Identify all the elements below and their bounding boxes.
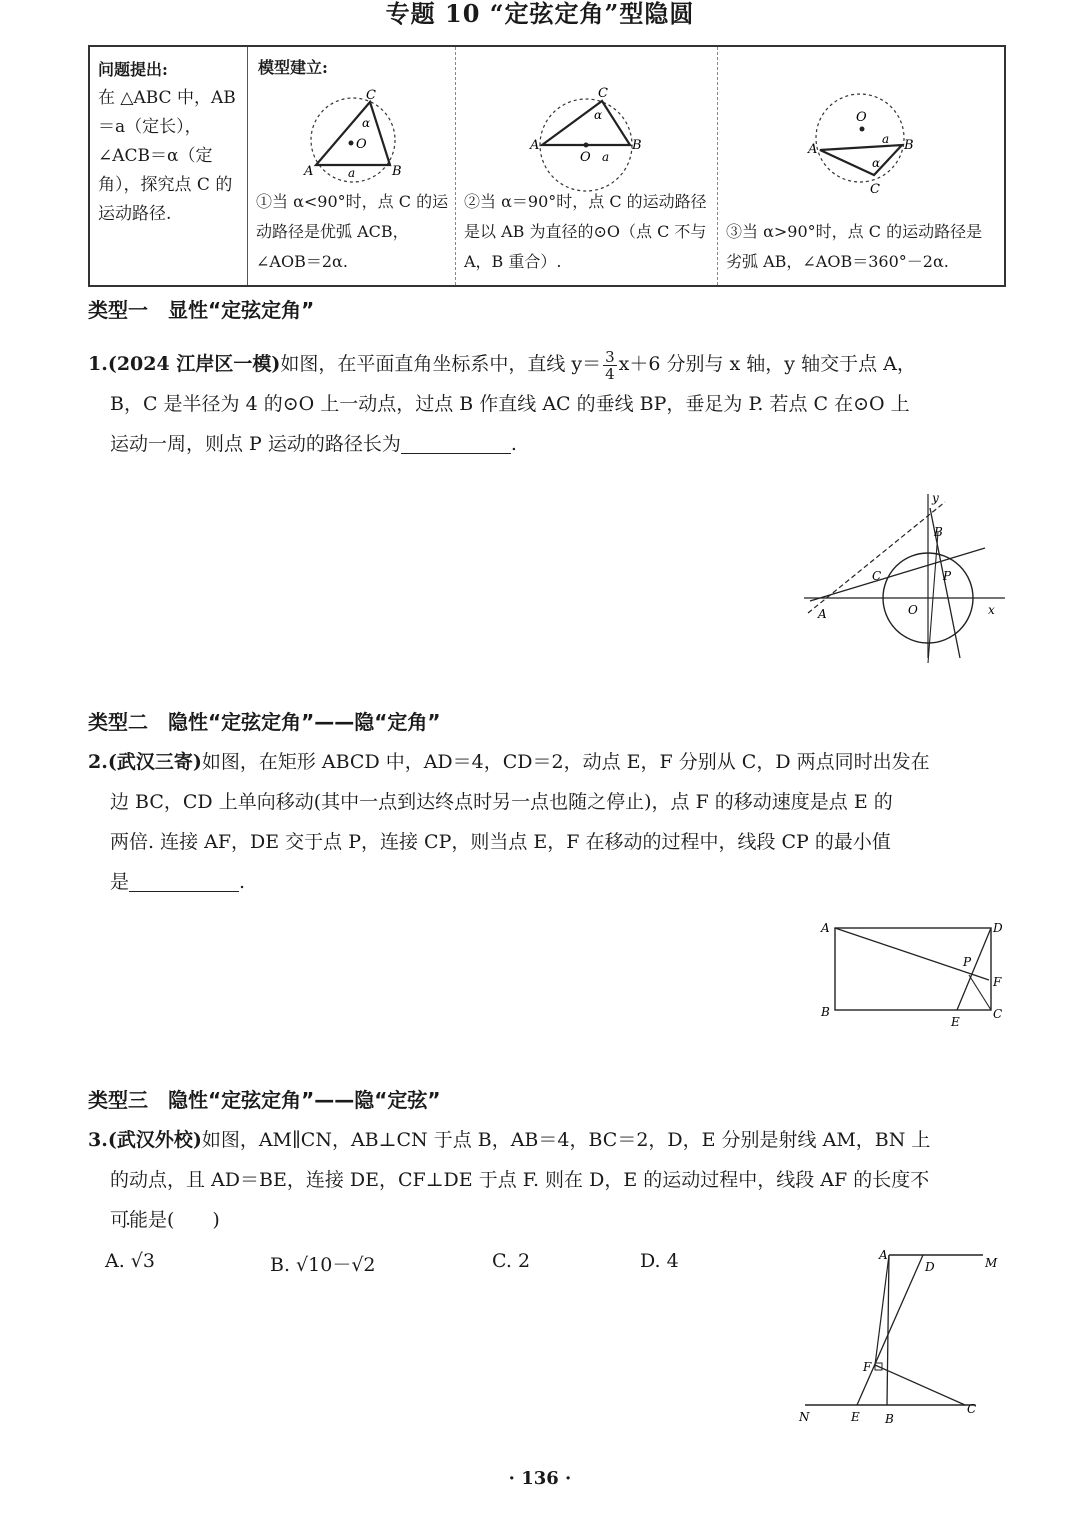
problem-1-line3: 运动一周，则点 P 运动的路径长为 bbox=[110, 433, 401, 455]
line-de bbox=[957, 928, 991, 1010]
svg-text:F: F bbox=[993, 975, 1002, 989]
question-label: 问题提出: bbox=[98, 60, 168, 79]
option-a[interactable]: A. √3 bbox=[105, 1250, 155, 1272]
svg-text:C: C bbox=[598, 86, 608, 101]
svg-text:a: a bbox=[348, 166, 356, 180]
intro-table bbox=[88, 45, 1006, 287]
problem-2-figure bbox=[815, 918, 1010, 1033]
case2-figure bbox=[528, 85, 648, 195]
case3-center-dot bbox=[860, 127, 865, 132]
emphasis-bu: 不 · bbox=[910, 1169, 929, 1191]
svg-text:y: y bbox=[932, 491, 939, 505]
case2-text: ②当 α＝90°时，点 C 的运动路径是以 AB 为直径的⊙O（点 C 不与 A，B 重合）. bbox=[464, 192, 707, 271]
segment-cf bbox=[875, 1365, 965, 1405]
problem-3-line1: 如图，AM∥CN，AB⊥CN 于点 B，AB＝4，BC＝2，D，E 分别是射线 AM，BN 上 bbox=[201, 1129, 931, 1151]
case1-triangle bbox=[316, 102, 390, 165]
svg-text:B: B bbox=[632, 138, 642, 153]
svg-text:B: B bbox=[392, 164, 402, 179]
svg-text:B: B bbox=[821, 1005, 830, 1019]
problem-1-text-a: 如图，在平面直角坐标系中，直线 y＝ bbox=[280, 353, 602, 375]
option-d[interactable]: D. 4 bbox=[640, 1250, 679, 1272]
svg-text:C: C bbox=[872, 569, 882, 583]
question-cell bbox=[90, 47, 248, 285]
case1-center-dot bbox=[349, 141, 354, 146]
page-title: 专题 10 “定弦定角”型隐圆 bbox=[385, 0, 695, 28]
problem-3-number: 3. bbox=[88, 1129, 108, 1151]
svg-text:C: C bbox=[967, 1402, 977, 1416]
problem-2-line3: 两倍. 连接 AF，DE 交于点 P，连接 CP，则当点 E，F 在移动的过程中，线段 CP 的最小值 bbox=[110, 831, 891, 853]
problem-3-figure bbox=[795, 1245, 1010, 1430]
svg-text:D: D bbox=[925, 1260, 935, 1274]
option-b[interactable]: B. √10－√2 bbox=[270, 1254, 376, 1276]
case3-figure bbox=[802, 83, 922, 193]
fraction-denominator: 4 bbox=[605, 364, 615, 383]
model-label: 模型建立: bbox=[258, 58, 328, 77]
problem-2-source: (武汉三寄) bbox=[107, 751, 202, 773]
answer-blank-2[interactable] bbox=[129, 871, 239, 892]
problem-2-line2: 边 BC，CD 上单向移动(其中一点到达终点时另一点也随之停止)，点 F 的移动速度是点 E 的 bbox=[110, 791, 893, 813]
problem-3-line3: 是( ) bbox=[148, 1209, 220, 1231]
line-af bbox=[835, 928, 989, 980]
svg-text:M: M bbox=[985, 1256, 998, 1270]
svg-text:O: O bbox=[580, 150, 591, 165]
problem-2-line4: 是 bbox=[110, 871, 130, 893]
svg-text:B: B bbox=[885, 1412, 894, 1426]
case1-figure bbox=[298, 85, 408, 195]
model-case1-cell bbox=[248, 47, 456, 285]
svg-text:A: A bbox=[818, 607, 827, 621]
fraction bbox=[603, 349, 617, 382]
svg-text:A: A bbox=[821, 921, 830, 935]
case3-text: ③当 α>90°时，点 C 的运动路径是劣弧 AB，∠AOB＝360°－2α. bbox=[726, 222, 983, 271]
problem-1-source: (2024 江岸区一模) bbox=[107, 353, 281, 375]
svg-text:B: B bbox=[904, 138, 914, 153]
svg-text:O: O bbox=[908, 603, 918, 617]
emphasis-keneng: 可能 · bbox=[110, 1209, 148, 1231]
svg-text:C: C bbox=[870, 182, 880, 193]
svg-text:α: α bbox=[594, 108, 603, 122]
svg-text:α: α bbox=[362, 116, 371, 130]
svg-text:O: O bbox=[856, 110, 867, 125]
svg-text:N: N bbox=[799, 1410, 810, 1424]
problem-1-line2: B，C 是半径为 4 的⊙O 上一动点，过点 B 作直线 AC 的垂线 BP，垂足为 P. 若点 C 在⊙O 上 bbox=[110, 393, 910, 415]
case2-center-dot bbox=[584, 143, 589, 148]
svg-text:α: α bbox=[872, 156, 881, 170]
page-number: · 136 · bbox=[508, 1468, 572, 1489]
problem-1-text-b: x＋6 分别与 x 轴，y 轴交于点 A， bbox=[618, 353, 916, 375]
svg-text:a: a bbox=[602, 150, 610, 164]
problem-2-line1: 如图，在矩形 ABCD 中，AD＝4，CD＝2，动点 E，F 分别从 C，D 两点同时出发在 bbox=[201, 751, 930, 773]
svg-text:D: D bbox=[993, 921, 1003, 935]
problem-1-number: 1. bbox=[88, 353, 108, 375]
problem-1-figure bbox=[800, 488, 1010, 668]
line-ac bbox=[810, 548, 985, 601]
case2-triangle bbox=[542, 101, 630, 145]
section-type2: 类型二 隐性“定弦定角”——隐“定角” bbox=[88, 710, 441, 734]
line-ab bbox=[808, 502, 945, 613]
model-case2-cell bbox=[456, 47, 718, 285]
svg-text:C: C bbox=[366, 88, 376, 103]
section-type1: 类型一 显性“定弦定角” bbox=[88, 298, 315, 322]
question-text: 在 △ABC 中，AB＝a（定长），∠ACB＝α（定角），探究点 C 的运动路径. bbox=[98, 88, 236, 224]
problem-3-source: (武汉外校) bbox=[107, 1129, 202, 1151]
fraction-numerator: 3 bbox=[605, 347, 615, 366]
svg-text:A: A bbox=[808, 142, 818, 157]
problem-1: 1.(2024 江岸区一模)如图，在平面直角坐标系中，直线 y＝ $\frac{3}{4}$ x＋6 分别与 x 轴，y 轴交于点 A， B，C 是半径为 4 的⊙O 上一动点，过点 B 作直线 AC 的垂线 BP，垂足为 P. 若点 C 在⊙O 上 运动一周，则点 P 运动的路径长为 . bbox=[88, 344, 1008, 464]
option-c[interactable]: C. 2 bbox=[492, 1250, 531, 1272]
problem-2: 2.(武汉三寄)如图，在矩形 ABCD 中，AD＝4，CD＝2，动点 E，F 分别从 C，D 两点同时出发在 边 BC，CD 上单向移动(其中一点到达终点时另一点也随之停止)，点 F 的移动速度是点 E 的 两倍. 连接 AF，DE 交于点 P，连接 CP，则当点 E，F 在移动的过程中，线段 CP 的最小值 是 . bbox=[88, 742, 1008, 902]
model-case3-cell bbox=[718, 47, 1004, 285]
svg-text:P: P bbox=[963, 955, 972, 969]
svg-text:x: x bbox=[988, 603, 995, 617]
rectangle-abcd bbox=[835, 928, 991, 1010]
problem-3-line2: 的动点，且 AD＝BE，连接 DE，CF⊥DE 于点 F. 则在 D，E 的运动过程中，线段 AF 的长度 bbox=[110, 1169, 911, 1191]
svg-text:E: E bbox=[851, 1410, 860, 1424]
svg-text:F: F bbox=[863, 1360, 872, 1374]
answer-blank-1[interactable] bbox=[401, 433, 511, 454]
svg-text:B: B bbox=[934, 525, 943, 539]
svg-text:E: E bbox=[951, 1015, 960, 1029]
problem-2-number: 2. bbox=[88, 751, 108, 773]
line-cp bbox=[969, 975, 991, 1010]
case1-text: ①当 α<90°时，点 C 的运动路径是优弧 ACB，∠AOB＝2α. bbox=[256, 192, 449, 271]
svg-text:A: A bbox=[304, 164, 314, 179]
svg-text:A: A bbox=[530, 138, 540, 153]
section-type3: 类型三 隐性“定弦定角”——隐“定弦” bbox=[88, 1088, 441, 1112]
svg-text:A: A bbox=[879, 1248, 888, 1262]
segment-ab bbox=[887, 1255, 889, 1405]
svg-text:P: P bbox=[943, 569, 952, 583]
svg-text:a: a bbox=[882, 132, 890, 146]
svg-text:C: C bbox=[993, 1007, 1003, 1021]
problem-3 bbox=[88, 1120, 1008, 1240]
svg-text:O: O bbox=[356, 137, 367, 152]
